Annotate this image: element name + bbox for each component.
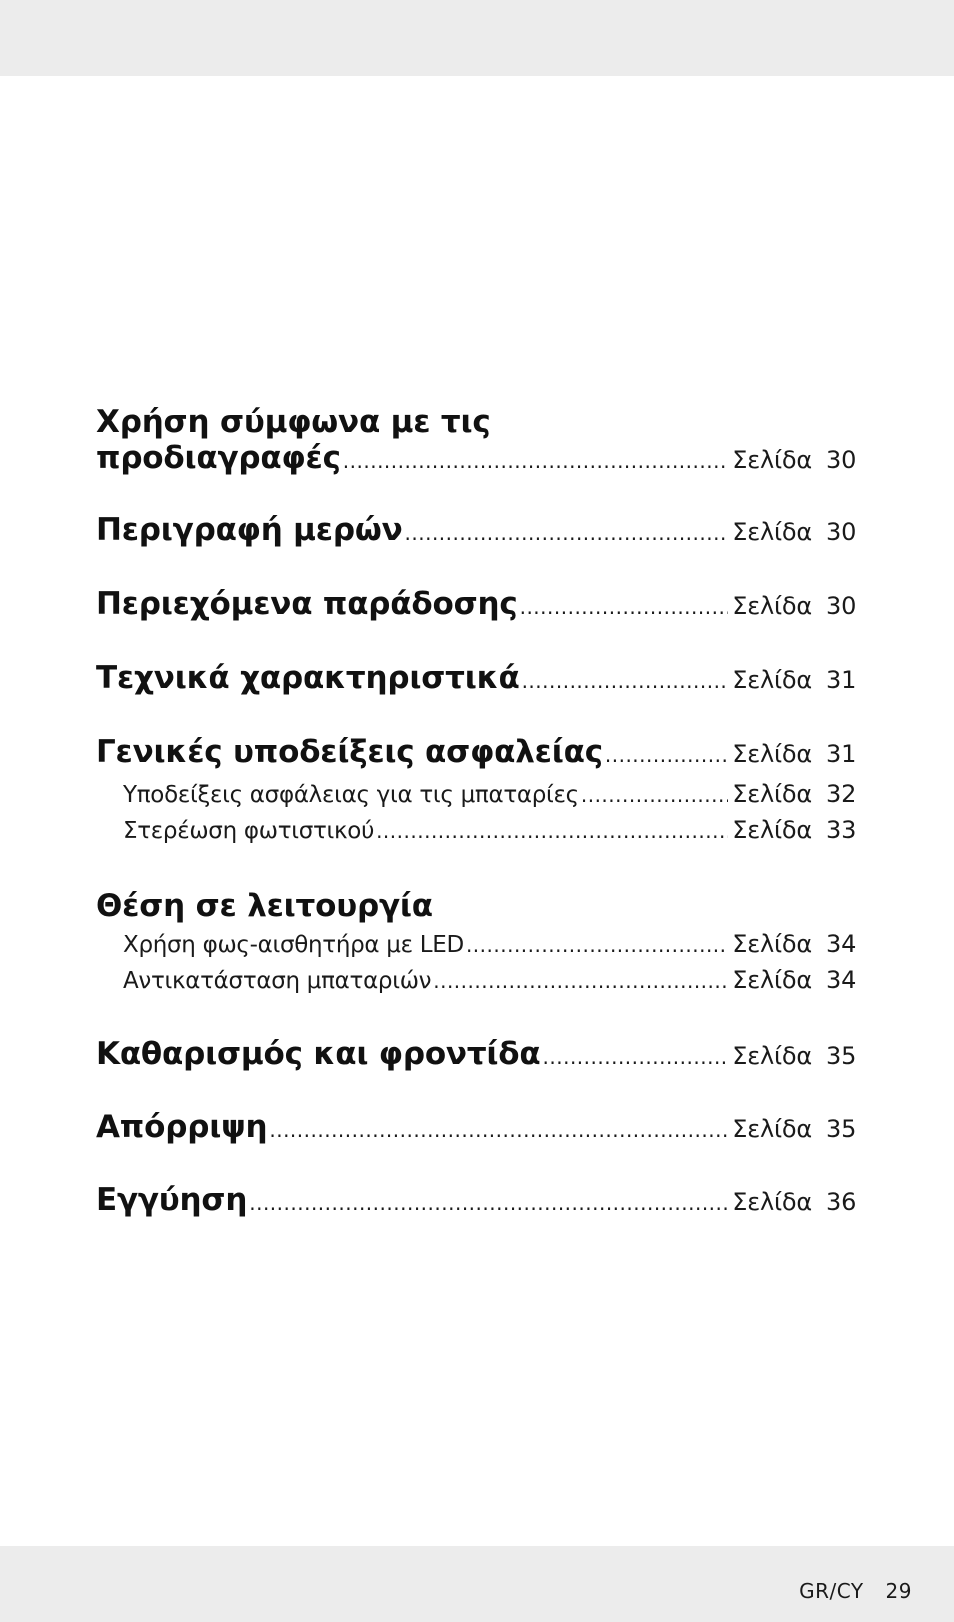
- toc-entry-title: Καθαρισμός και φροντίδα: [96, 1036, 541, 1072]
- leader-dots: [522, 669, 729, 693]
- toc-entry-title: Απόρριψη: [96, 1109, 268, 1145]
- toc-page-ref: [732, 1115, 858, 1143]
- toc-subentry-title: Χρήση φως-αισθητήρα με LED: [123, 932, 464, 958]
- toc-entry-title: Τεχνικά χαρακτηριστικά: [96, 660, 520, 696]
- page-number: 31: [826, 740, 857, 768]
- toc-entry-title: προδιαγραφές: [96, 440, 341, 476]
- leader-dots: [520, 595, 729, 619]
- page-number: 33: [826, 816, 857, 844]
- toc-page-ref: [732, 1188, 858, 1216]
- leader-dots: [376, 819, 728, 843]
- toc-page-ref: [732, 740, 858, 768]
- page-word: Σελίδα: [732, 446, 812, 474]
- toc-page-ref: [732, 446, 858, 474]
- page-number: 30: [826, 592, 857, 620]
- leader-dots: [343, 449, 728, 473]
- toc-page-ref: [732, 1042, 858, 1070]
- toc-page-ref: [732, 930, 858, 958]
- leader-dots: [543, 1045, 729, 1069]
- page-number: 34: [826, 930, 857, 958]
- toc-entry[interactable]: [96, 1182, 858, 1218]
- leader-dots: [433, 969, 728, 993]
- toc-entry[interactable]: [96, 660, 858, 696]
- page-word: Σελίδα: [732, 1115, 812, 1143]
- leader-dots: [605, 743, 728, 767]
- toc-entry[interactable]: [96, 734, 858, 770]
- page-number: 32: [826, 780, 857, 808]
- toc-subentry[interactable]: [96, 966, 858, 994]
- page-number: 30: [826, 518, 857, 546]
- toc-entry[interactable]: [96, 440, 858, 476]
- footer-region-code: GR/CY: [799, 1579, 864, 1603]
- toc-entry-title: Γενικές υποδείξεις ασφαλείας: [96, 734, 603, 770]
- page-word: Σελίδα: [732, 966, 812, 994]
- toc-section-heading[interactable]: Θέση σε λειτουργία: [96, 888, 433, 924]
- leader-dots: [249, 1191, 728, 1215]
- toc-entry-title: Περιεχόμενα παράδοσης: [96, 586, 518, 622]
- leader-dots: [581, 783, 728, 807]
- page-number: 35: [826, 1042, 857, 1070]
- toc-subentry[interactable]: [96, 930, 858, 958]
- toc-page-ref: [732, 518, 858, 546]
- toc-subentry-title: Υποδείξεις ασφάλειας για τις μπαταρίες: [123, 782, 579, 808]
- toc-entry-title: Εγγύηση: [96, 1182, 248, 1218]
- toc-entry[interactable]: [96, 512, 858, 548]
- toc-page-ref: [732, 816, 858, 844]
- footer-page-number: 29: [885, 1579, 912, 1603]
- toc-subentry[interactable]: [96, 780, 858, 808]
- page-word: Σελίδα: [732, 518, 812, 546]
- page-word: Σελίδα: [732, 1042, 812, 1070]
- page-word: Σελίδα: [732, 740, 812, 768]
- page-word: Σελίδα: [732, 930, 812, 958]
- toc-entry-title-line1: Χρήση σύμφωνα με τις: [96, 404, 491, 440]
- leader-dots: [466, 933, 728, 957]
- page-number: 35: [826, 1115, 857, 1143]
- page-number: 36: [826, 1188, 857, 1216]
- page-word: Σελίδα: [732, 816, 812, 844]
- toc-subentry-title: Αντικατάσταση μπαταριών: [123, 968, 432, 994]
- page-footer: [799, 1579, 912, 1603]
- toc-page-ref: [732, 780, 858, 808]
- top-margin-band: [0, 0, 954, 76]
- toc-entry-title: Περιγραφή μερών: [96, 512, 403, 548]
- toc-subentry-title: Στερέωση φωτιστικού: [123, 818, 375, 844]
- toc-entry[interactable]: [96, 1036, 858, 1072]
- page-word: Σελίδα: [732, 666, 812, 694]
- toc-entry[interactable]: [96, 1109, 858, 1145]
- leader-dots: [269, 1118, 728, 1142]
- toc-entry[interactable]: [96, 586, 858, 622]
- page-word: Σελίδα: [732, 780, 812, 808]
- page-word: Σελίδα: [732, 592, 812, 620]
- toc-page-ref: [732, 966, 858, 994]
- page-word: Σελίδα: [732, 1188, 812, 1216]
- toc-page-ref: [732, 666, 858, 694]
- page-number: 34: [826, 966, 857, 994]
- toc-subentry[interactable]: [96, 816, 858, 844]
- toc-page-ref: [732, 592, 858, 620]
- page-number: 31: [826, 666, 857, 694]
- page-number: 30: [826, 446, 857, 474]
- leader-dots: [405, 521, 729, 545]
